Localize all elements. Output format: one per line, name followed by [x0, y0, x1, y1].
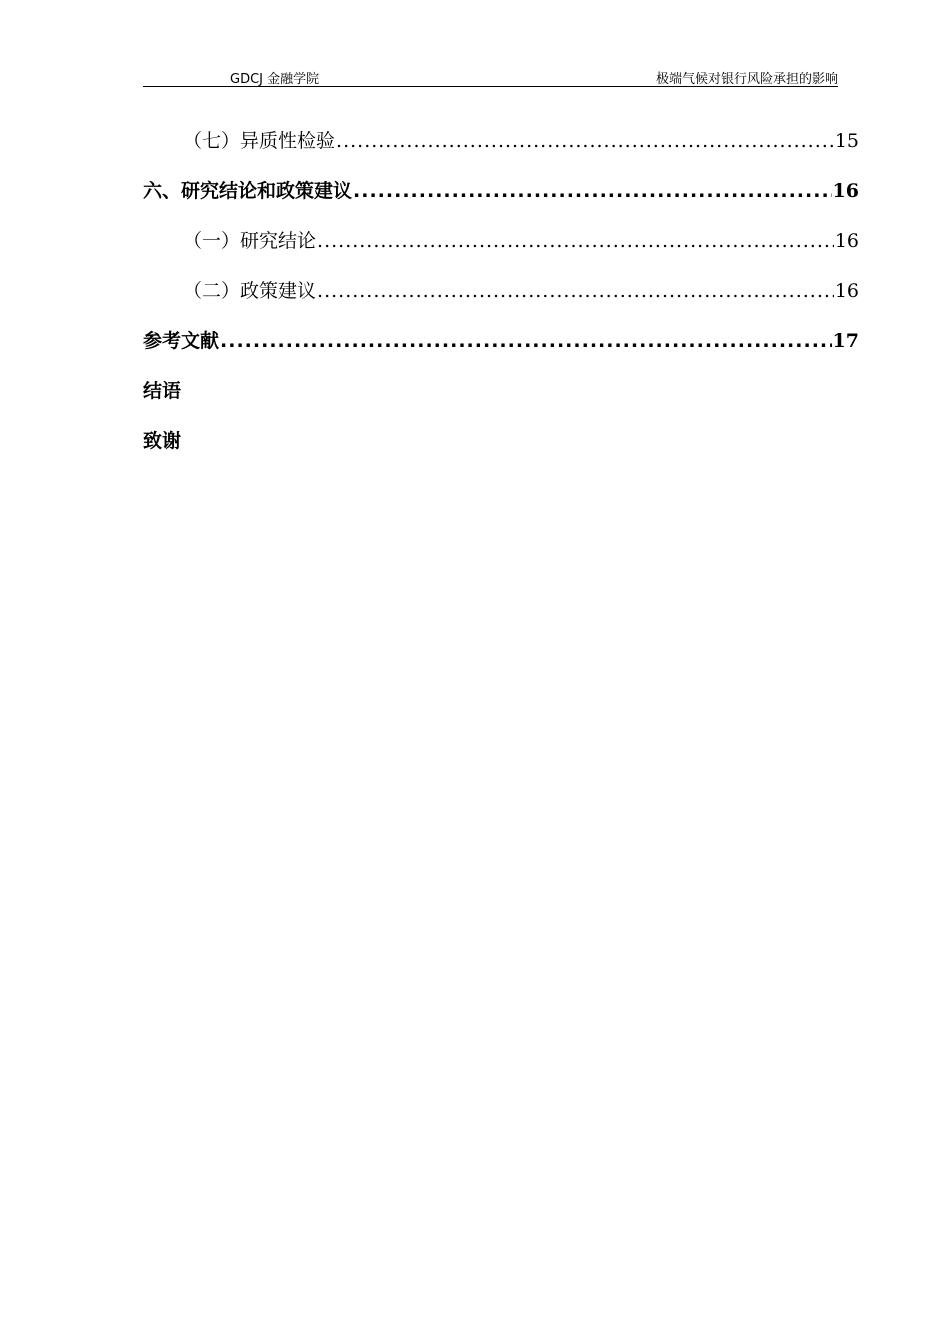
toc-entry-number: 六、: [143, 180, 182, 202]
toc-entry-title: 研究结论: [240, 230, 317, 252]
toc-entry-number: （七）: [183, 130, 241, 152]
toc-entry[interactable]: [143, 326, 859, 376]
toc-dot-leader: [353, 176, 832, 206]
toc-entry-page: 17: [832, 330, 859, 352]
toc-entry-title: 政策建议: [240, 280, 317, 302]
toc-entry-page: 16: [834, 230, 859, 252]
toc-entry[interactable]: [143, 376, 859, 426]
toc-entry-page: 16: [832, 180, 859, 202]
toc-entry-title: 参考文献: [143, 330, 220, 352]
toc-entry-page: 15: [834, 130, 859, 152]
toc-entry[interactable]: [143, 176, 859, 226]
toc-entry[interactable]: [143, 226, 859, 276]
toc-entry-title: 研究结论和政策建议: [181, 180, 353, 202]
toc-dot-leader: [317, 226, 834, 256]
page-header: [143, 66, 838, 87]
toc-entry-title: 异质性检验: [240, 130, 336, 152]
toc-dot-leader: [317, 276, 834, 306]
toc-entry[interactable]: [143, 126, 859, 176]
header-left-text: GDCJ 金融学院: [230, 72, 320, 87]
toc-dot-leader: [336, 126, 834, 156]
toc-dot-leader: [220, 326, 832, 356]
toc-entry[interactable]: [143, 426, 859, 476]
toc-entry-number: （一）: [183, 230, 241, 252]
toc-entry-title: 致谢: [143, 430, 182, 452]
toc-entry-number: （二）: [183, 280, 241, 302]
header-right-text: 极端气候对银行风险承担的影响: [655, 72, 838, 87]
toc-entry-title: 结语: [143, 380, 182, 402]
table-of-contents: [143, 126, 859, 476]
toc-entry[interactable]: [143, 276, 859, 326]
toc-entry-page: 16: [834, 280, 859, 302]
